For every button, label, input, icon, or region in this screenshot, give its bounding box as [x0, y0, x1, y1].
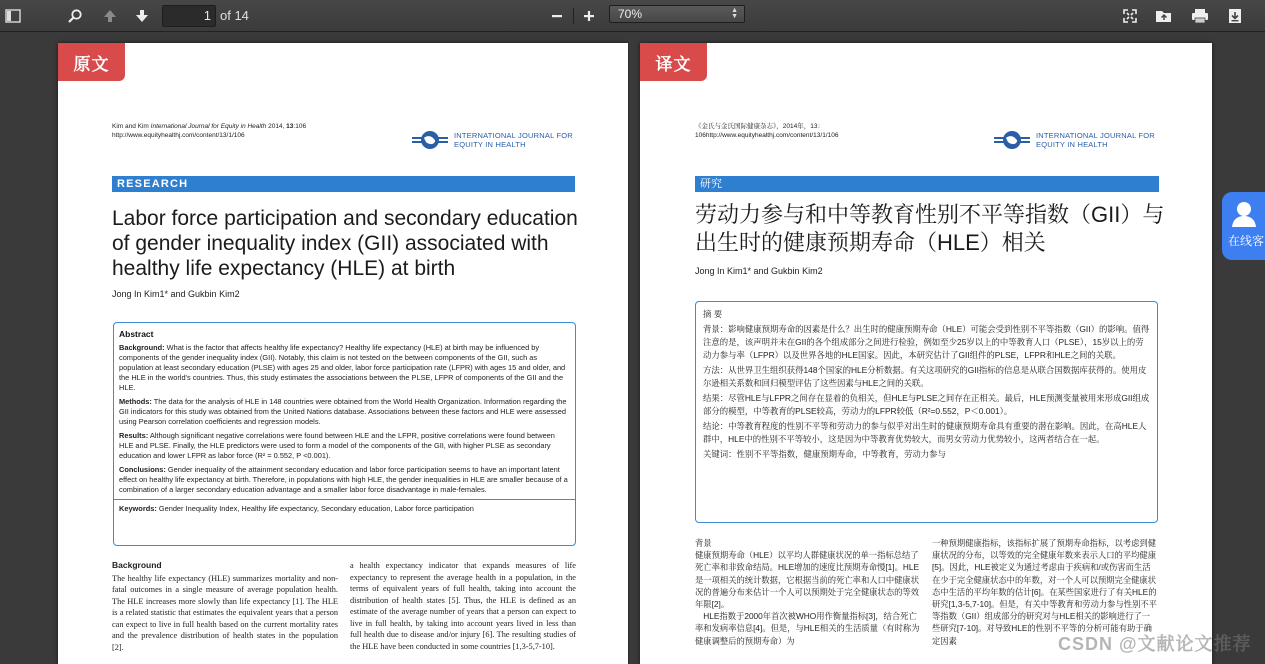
journal-globe-icon — [994, 126, 1030, 154]
zh-abstract-methods: 方法：从世界卫生组织获得148个国家的HLE分析数据。有关这项研究的GII指标的信息是从联合国数据库获得的。使用皮尔逊相关系数和回归模型评估了这些因素与HLE之间的关联。 — [703, 365, 1147, 388]
zh-journal-name — [1036, 131, 1155, 149]
citation-page: :106 — [293, 123, 307, 130]
zoom-value: 70% — [618, 7, 643, 21]
abstract-divider — [114, 499, 575, 500]
pdf-toolbar — [0, 0, 1265, 32]
open-file-icon[interactable] — [1155, 5, 1173, 27]
body-column-1-text: The healthy life expectancy (HLE) summarizes mortality and non-fatal outcomes in a single measure of average population health. The HLE increases more slowly than life expectancy [1]. The HLE is a related statistic that estimates the equivalent years that a person can expect to live in full health based on the current mortality rates and the prevalence distribution of health states in the population [2]. — [112, 573, 338, 652]
abstract-keywords-text: Gender Inequality Index, Healthy life expectancy, Secondary education, Labor force participation — [156, 504, 474, 513]
zh-journal-logo — [994, 126, 1155, 154]
zh-abstract-conclusions: 结论：中等教育程度的性别不平等和劳动力的参与似乎对出生时的健康预期寿命具有重要的潜在影响。因此，在高HLE人群中，HLE中的性别不平等较小，这是因为中等教育优势较大，而男女劳动力优势较小，这两者结合在一起。 — [703, 421, 1147, 444]
abstract-results-label: Results: — [119, 431, 149, 440]
abstract-conclusions-label: Conclusions: — [119, 465, 166, 474]
zh-journal-name-line1: INTERNATIONAL JOURNAL FOR — [1036, 131, 1155, 140]
original-ribbon: 原文 — [58, 43, 125, 81]
citation-year: 2014, — [266, 123, 287, 130]
abstract-heading: Abstract — [119, 329, 154, 339]
zoom-select[interactable] — [609, 5, 745, 23]
previous-page-icon[interactable] — [101, 5, 119, 27]
citation-authors: Kim and Kim — [112, 123, 151, 130]
citation-journal: International Journal for Equity in Health — [150, 123, 267, 130]
print-icon[interactable] — [1190, 5, 1210, 27]
zh-citation-line: 《金氏与金氏国际健康杂志》，2014年，13： — [695, 123, 824, 130]
citation-line — [112, 122, 306, 131]
abstract-conclusions — [119, 465, 570, 495]
body-column-1 — [112, 560, 338, 653]
next-page-icon[interactable] — [133, 5, 151, 27]
zh-abstract-keywords: 关键词：性别不平等指数，健康预期寿命，中等教育，劳动力参与 — [703, 449, 946, 459]
user-icon — [1231, 200, 1257, 228]
abstract-background-text: What is the factor that affects healthy life expectancy? Healthy life expectancy (HLE) at birth may be influenced by components of the gender inequality index (GII). Notably, this claim is not tested on the between components of the GII, such as population at least secondary education (PLSE) with ages 25 and older, labor force participation rate (LFPR) with ages 15 and older, and the HLE in the world's countries. Thus, this study estimates the associations between the PLSE, LFPR of components of the GII and the HLE. — [119, 343, 566, 392]
background-heading: Background — [112, 560, 162, 570]
citation-url[interactable]: http://www.equityhealthj.com/content/13/1/106 — [112, 132, 245, 139]
journal-logo — [412, 126, 573, 154]
journal-name-line2: EQUITY IN HEALTH — [454, 140, 526, 149]
abstract-methods-text: The data for the analysis of HLE in 148 countries were obtained from the World Health Organization. Information regarding the GII indicators for this study was obtained from the United Nations database. Associations between these factors and HLE were assessed using Pearson correlation coefficients and regression models. — [119, 397, 567, 426]
zh-abstract-results: 结果：尽管HLE与LFPR之间存在显着的负相关，但HLE与PLSE之间存在正相关。最后，HLE预测变量被用来形成GII组成部分的模型，中等教育的PLSE较高，劳动力的LFPR较低（R²=0.552，P＜0.001）。 — [703, 393, 1150, 416]
citation-volume: 13 — [286, 123, 294, 130]
zh-paper-authors: Jong In Kim1* and Gukbin Kim2 — [695, 266, 823, 276]
journal-name — [454, 131, 573, 149]
abstract-conclusions-text: Gender inequality of the attainment secondary education and labor force participation seems to have an important latent effect on healthy life expectancy at birth. Therefore, in populations with high HLE, the gender inequalities in HLE are smaller because of a combination of a larger secondary education advantage and a smaller labor force disadvantage in male-females. — [119, 465, 568, 494]
body-column-2: a health expectancy indicator that expands measures of life expectancy to represent the average health in a population, in the terms of equivalent years of full health, taking into account the distribution of health states [5]. Thus, the HLE is defined as an estimate of the average number of years that a person can expect to live in full health, by taking into account years lived in less than full health due to disease and/or injury [6]. The resulting studies of the HLE have been conducted in some countries [1,3-5,7-10]. — [350, 561, 576, 651]
online-service-widget[interactable] — [1222, 192, 1265, 260]
original-page — [58, 43, 628, 664]
paper-title: Labor force participation and secondary education of gender inequality index (GII) associated with healthy life expectancy (HLE) at birth — [112, 207, 578, 280]
abstract-methods-label: Methods: — [119, 397, 152, 406]
source-watermark: CSDN @文献论文推荐 — [1058, 634, 1252, 654]
online-service-label: 在线客 — [1228, 234, 1265, 248]
abstract-methods — [119, 397, 570, 427]
zh-paper-title: 劳动力参与和中等教育性别不平等指数（GII）与出生时的健康预期寿命（HLE）相关 — [695, 202, 1165, 255]
abstract-results — [119, 431, 570, 461]
zh-body-column-2: 一种预期健康指标，该指标扩展了预期寿命指标，以考虑到健康状况的分布，以等效的完全健康年数来表示人口的平均健康[5]。因此，HLE被定义为通过考虑由于疾病和/或伤害而生活在少于完全健康状态中的年数，对一个人可以预期完全健康状态中生活的平均年数的估计[6]。在某些国家进行了有关HLE的研究[1,3-5,7-10]。但是，有关中等教育和劳动力参与性别不平等指数（GII）组成部分的研究对与HLE相关的影响进行了一些研究[7-10]。对导致HLE的性别不平等的分析可能有助于确定因素 — [932, 538, 1157, 646]
zh-abstract-box — [695, 301, 1158, 523]
zh-citation-url[interactable]: 106http://www.equityhealthj.com/content/13/1/106 — [695, 132, 839, 139]
search-icon[interactable] — [66, 5, 84, 27]
zh-abstract-heading: 摘 要 — [703, 309, 723, 319]
journal-name-line1: INTERNATIONAL JOURNAL FOR — [454, 131, 573, 140]
download-icon[interactable] — [1226, 5, 1244, 27]
zh-abstract-background: 背景：影响健康预期寿命的因素是什么？出生时的健康预期寿命（HLE）可能会受到性别不平等指数（GII）的影响。值得注意的是，该声明并未在GII的各个组成部分之间进行检验，例如至少25岁以上的中等教育人口（PLSE），15岁以上的劳动力参与率（LFPR）以及世界各地的HLE国家。因此，本研究估计了GII组件的PLSE，LFPR和HLE之间的关联。 — [703, 324, 1150, 360]
translation-ribbon: 译文 — [640, 43, 707, 81]
presentation-mode-icon[interactable] — [1121, 5, 1139, 27]
zh-section-bar: 研究 — [695, 176, 1159, 192]
zoom-in-icon[interactable] — [581, 5, 597, 27]
chevron-updown-icon: ▲ ▼ — [731, 7, 738, 20]
toolbar-divider — [573, 8, 574, 24]
page-number-input[interactable]: 1 — [162, 5, 216, 27]
abstract-background-label: Background: — [119, 343, 165, 352]
section-bar: RESEARCH — [112, 176, 575, 192]
abstract-keywords-label: Keywords: — [119, 504, 157, 513]
translated-page — [640, 43, 1212, 664]
paper-authors: Jong In Kim1* and Gukbin Kim2 — [112, 289, 240, 299]
zh-body-column-1: 背景 健康预期寿命（HLE）以平均人群健康状况的单一指标总结了死亡率和非致命结局。HLE增加的速度比预期寿命慢[1]。HLE是一项相关的统计数据，它根据当前的死亡率和人口中健康状况的普遍分布来估计一个人可以预期处于完全健康状态的等效年限[2]。 HLE指数于2000年首次被WHO用作衡量指标[3]，结合死亡率和发病率信息[4]。但是，与HLE相关的生活质量（有时称为健康调整后的预期寿命）为 — [695, 538, 920, 646]
abstract-background — [119, 343, 570, 393]
abstract-results-text: Although significant negative correlations were found between HLE and the LFPR, positive correlations were found between HLE and PLSE. Finally, the HLE predictors were used to form a model of the components of the GII, with higher PLSE as secondary education and lower LFPR as labor force (R² = 0.552, P <0.001). — [119, 431, 555, 460]
page-count-label: of 14 — [220, 8, 249, 23]
abstract-keywords — [119, 504, 570, 514]
sidebar-toggle-icon[interactable] — [4, 5, 22, 27]
page-gap — [629, 32, 639, 664]
zh-journal-name-line2: EQUITY IN HEALTH — [1036, 140, 1108, 149]
journal-globe-icon — [412, 126, 448, 154]
abstract-box — [113, 322, 576, 546]
zoom-out-icon[interactable] — [549, 5, 565, 27]
